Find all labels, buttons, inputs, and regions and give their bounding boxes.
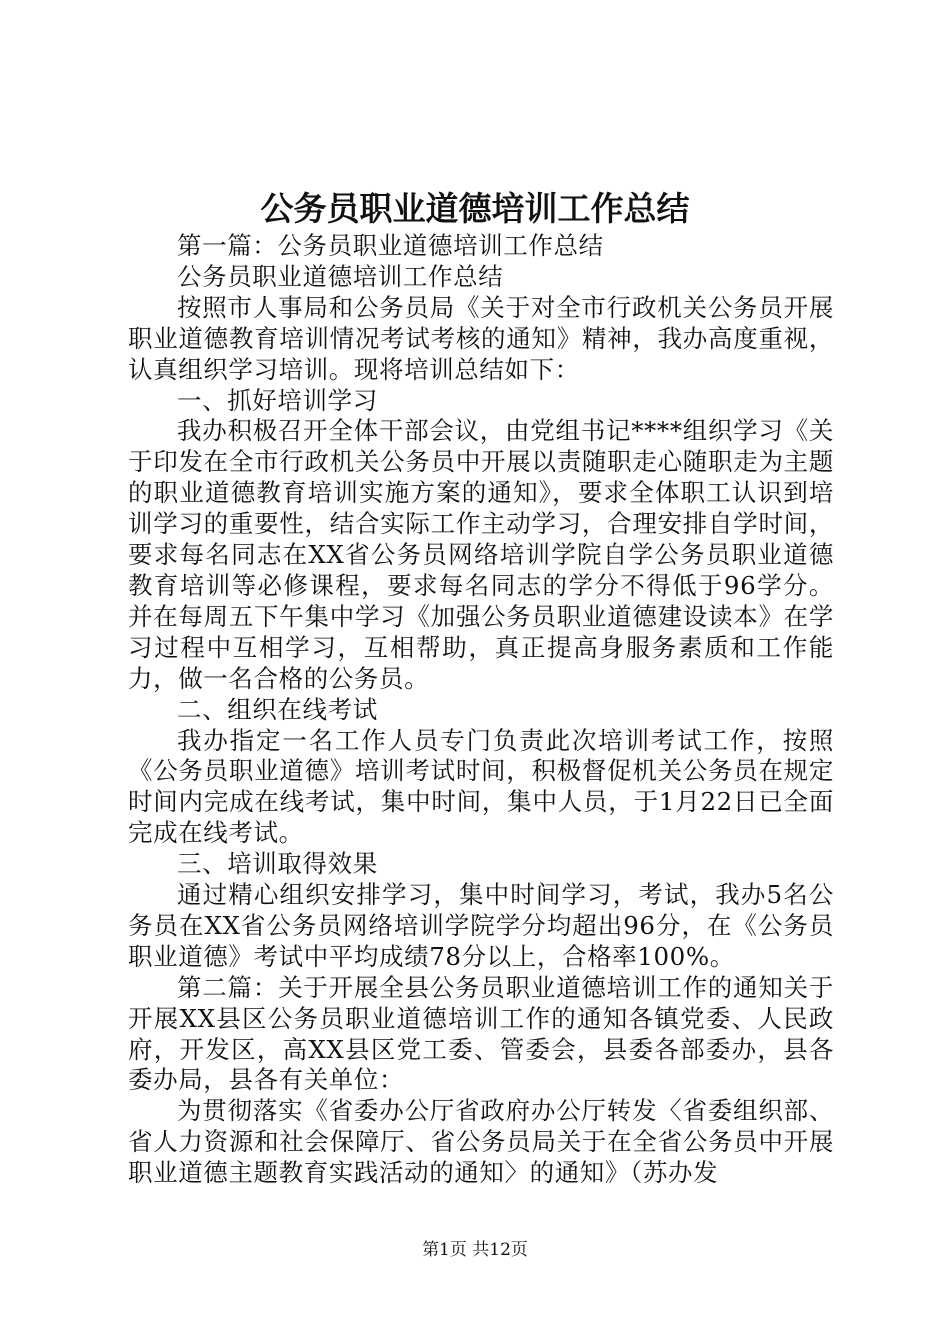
- paragraph: 我办指定一名工作人员专门负责此次培训考试工作，按照《公务员职业道德》培训考试时间，积极督促机关公务员在规定时间内完成在线考试，集中时间，集中人员，于1月22日已全面完成在线考试。: [128, 725, 834, 848]
- section-heading: 三、培训取得效果: [177, 849, 378, 879]
- paragraph: 通过精心组织安排学习，集中时间学习，考试，我办5名公务员在XX省公务员网络培训学院学分均超出96分，在《公务员职业道德》考试中平均成绩78分以上，合格率100%。: [128, 880, 834, 971]
- section-heading: 二、组织在线考试: [177, 694, 378, 724]
- paragraph: 第二篇：关于开展全县公务员职业道德培训工作的通知关于开展XX县区公务员职业道德培训工作的通知各镇党委、人民政府，开发区，高XX县区党工委、管委会，县委各部委办，县各委办局，县各有关单位：: [128, 972, 834, 1095]
- paragraph: 为贯彻落实《省委办公厅省政府办公厅转发〈省委组织部、省人力资源和社会保障厅、省公务员局关于在全省公务员中开展职业道德主题教育实践活动的通知〉的通知》（苏办发: [128, 1096, 834, 1188]
- paragraph: 我办积极召开全体干部会议，由党组书记****组织学习《关于印发在全市行政机关公务员中开展以责随职走心随职走为主题的职业道德教育培训实施方案的通知》，要求全体职工认识到培训学习的重要性，结合实际工作主动学习，合理安排自学时间，要求每名同志在XX省公务员网络培训学院自学公务员职业道德教育培训等必修课程，要求每名同志的学分不得低于96学分。并在每周五下午集中学习《加强公务员职业道德建设读本》在学习过程中互相学习，互相帮助，真正提高身服务素质和工作能力，做一名合格的公务员。: [128, 416, 834, 693]
- paragraph: 第一篇：公务员职业道德培训工作总结: [177, 231, 604, 260]
- document-body: [128, 231, 834, 1189]
- page-number: 第1页 共12页: [422, 1240, 528, 1260]
- paragraph: 按照市人事局和公务员局《关于对全市行政机关公务员开展职业道德教育培训情况考试考核的通知》精神，我办高度重视，认真组织学习培训。现将培训总结如下：: [128, 292, 834, 384]
- document-title: 公务员职业道德培训工作总结: [260, 189, 690, 228]
- paragraph: 公务员职业道德培训工作总结: [177, 261, 504, 291]
- section-heading: 一、抓好培训学习: [177, 385, 378, 415]
